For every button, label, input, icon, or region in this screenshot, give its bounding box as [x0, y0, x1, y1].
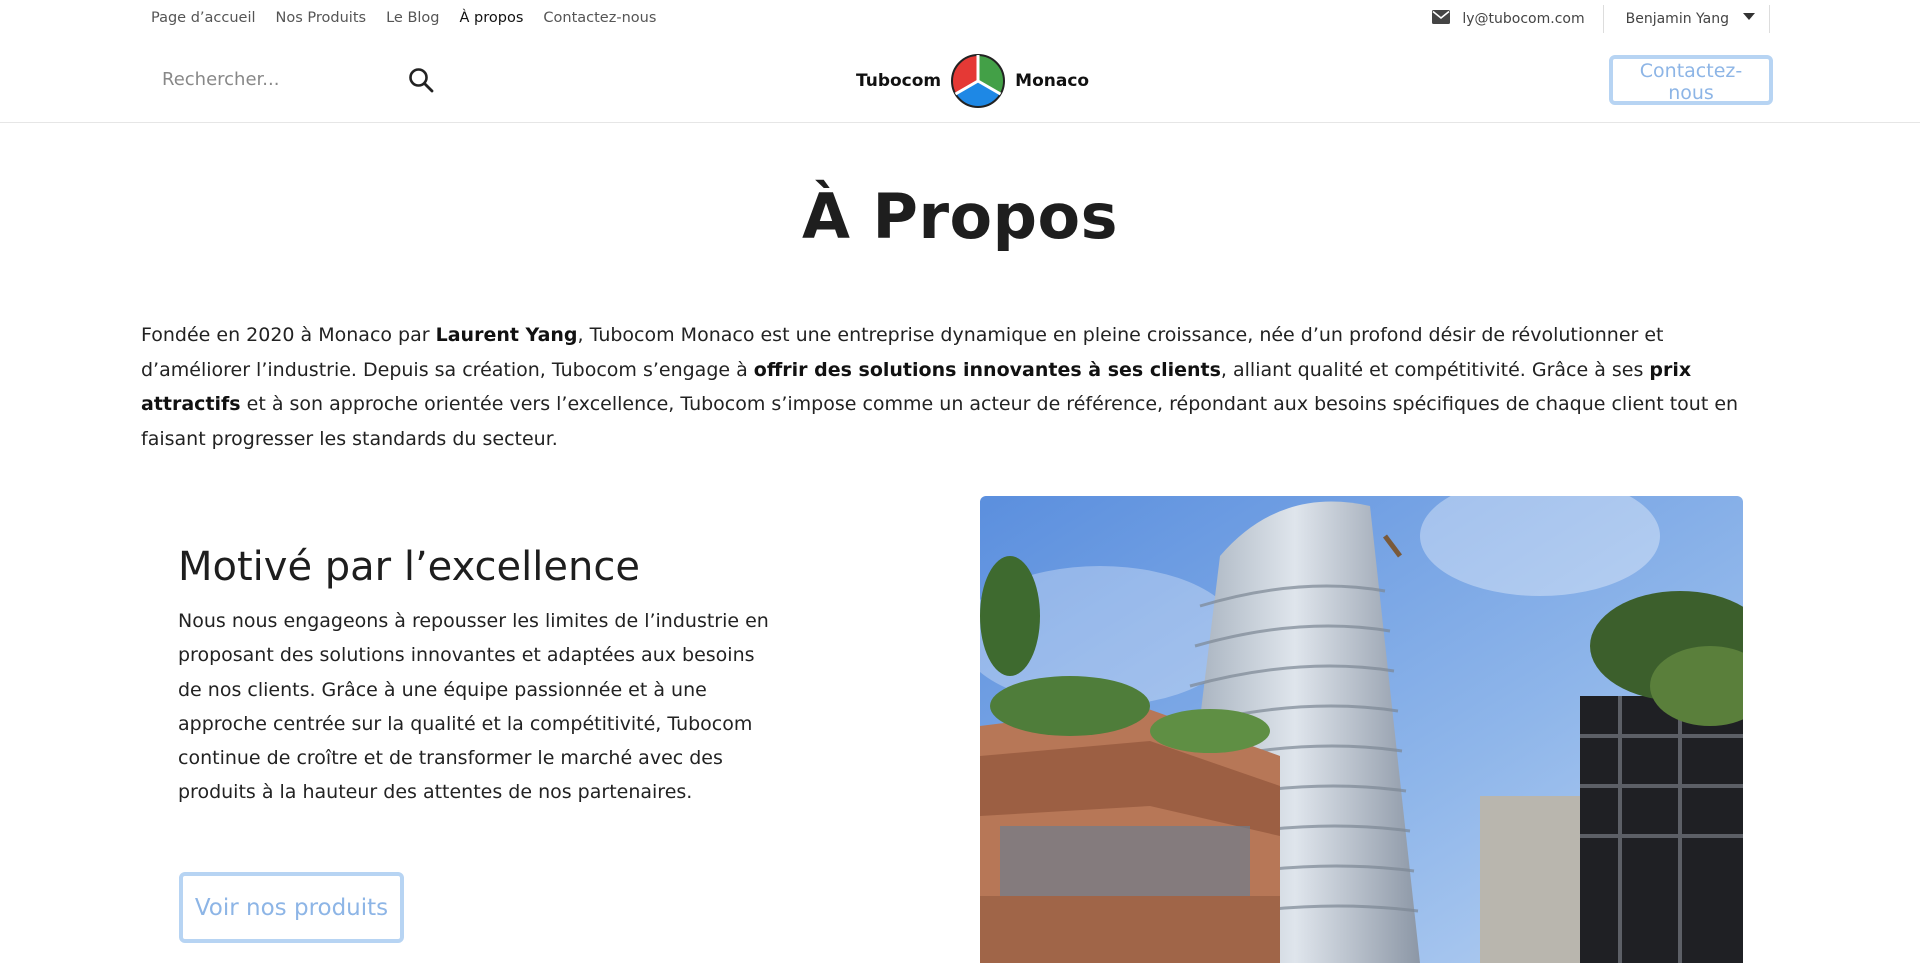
user-name: Benjamin Yang [1625, 11, 1729, 27]
nav-link-products[interactable]: Nos Produits [275, 10, 367, 26]
search-icon[interactable] [408, 67, 434, 93]
tubocom-logo-icon [951, 54, 1005, 108]
header-contact-button[interactable]: Contactez-nous [1609, 55, 1773, 105]
brand-logo-link[interactable] [856, 54, 1089, 108]
top-nav [151, 10, 656, 26]
intro-highlight-prices: prix attractifs [141, 358, 1692, 415]
intro-highlight-solutions: offrir des solutions innovantes à ses clients [753, 358, 1221, 381]
account-area [1432, 0, 1770, 38]
user-menu-toggle[interactable] [1604, 5, 1770, 33]
page-title: À Propos [801, 180, 1119, 253]
intro-text-2: , Tubocom Monaco est une entreprise dynamique en pleine croissance, née d’un profond désir de révolutionner et d’améliorer l’industrie. Depuis sa création, Tubocom s’engage à [141, 324, 1664, 381]
intro-founder-name: Laurent Yang [435, 324, 578, 346]
search-bar [150, 55, 450, 103]
caret-down-icon [1743, 13, 1755, 20]
nav-link-contact[interactable]: Contactez-nous [543, 10, 657, 26]
top-bar [0, 0, 1920, 38]
intro-text-1: Fondée en 2020 à Monaco par [141, 324, 436, 346]
intro-text-4: et à son approche orientée vers l’excellence, Tubocom s’impose comme un acteur de référence, répondant aux besoins spécifiques de chaque client tout en faisant progresser les standards du secteur. [141, 393, 1739, 450]
search-input[interactable] [150, 68, 404, 91]
view-products-button[interactable]: Voir nos produits [179, 872, 404, 943]
email-link[interactable] [1432, 5, 1603, 33]
intro-text-3: , alliant qualité et compétitivité. Grâce à ses [1220, 358, 1650, 381]
brand-name-left: Tubocom [856, 71, 942, 91]
envelope-icon [1432, 10, 1450, 28]
account-email: ly@tubocom.com [1462, 11, 1585, 27]
site-header [0, 38, 1920, 123]
nav-link-home[interactable]: Page d’accueil [151, 10, 256, 26]
brand-name-right: Monaco [1015, 71, 1090, 91]
nav-link-about[interactable]: À propos [459, 10, 524, 26]
intro-paragraph [141, 318, 1761, 456]
section-title: Motivé par l’excellence [178, 544, 640, 590]
nav-link-blog[interactable]: Le Blog [386, 10, 440, 26]
section-text: Nous nous engageons à repousser les limites de l’industrie en proposant des solutions innovantes et adaptées aux besoins de nos clients. Grâce à une équipe passionnée et à une approche centrée sur la qualité et la compétitivité, Tubocom continue de croître et de transformer le marché avec des produits à la hauteur des attentes de nos partenaires. [178, 610, 769, 804]
monaco-tower-photo [980, 496, 1743, 963]
